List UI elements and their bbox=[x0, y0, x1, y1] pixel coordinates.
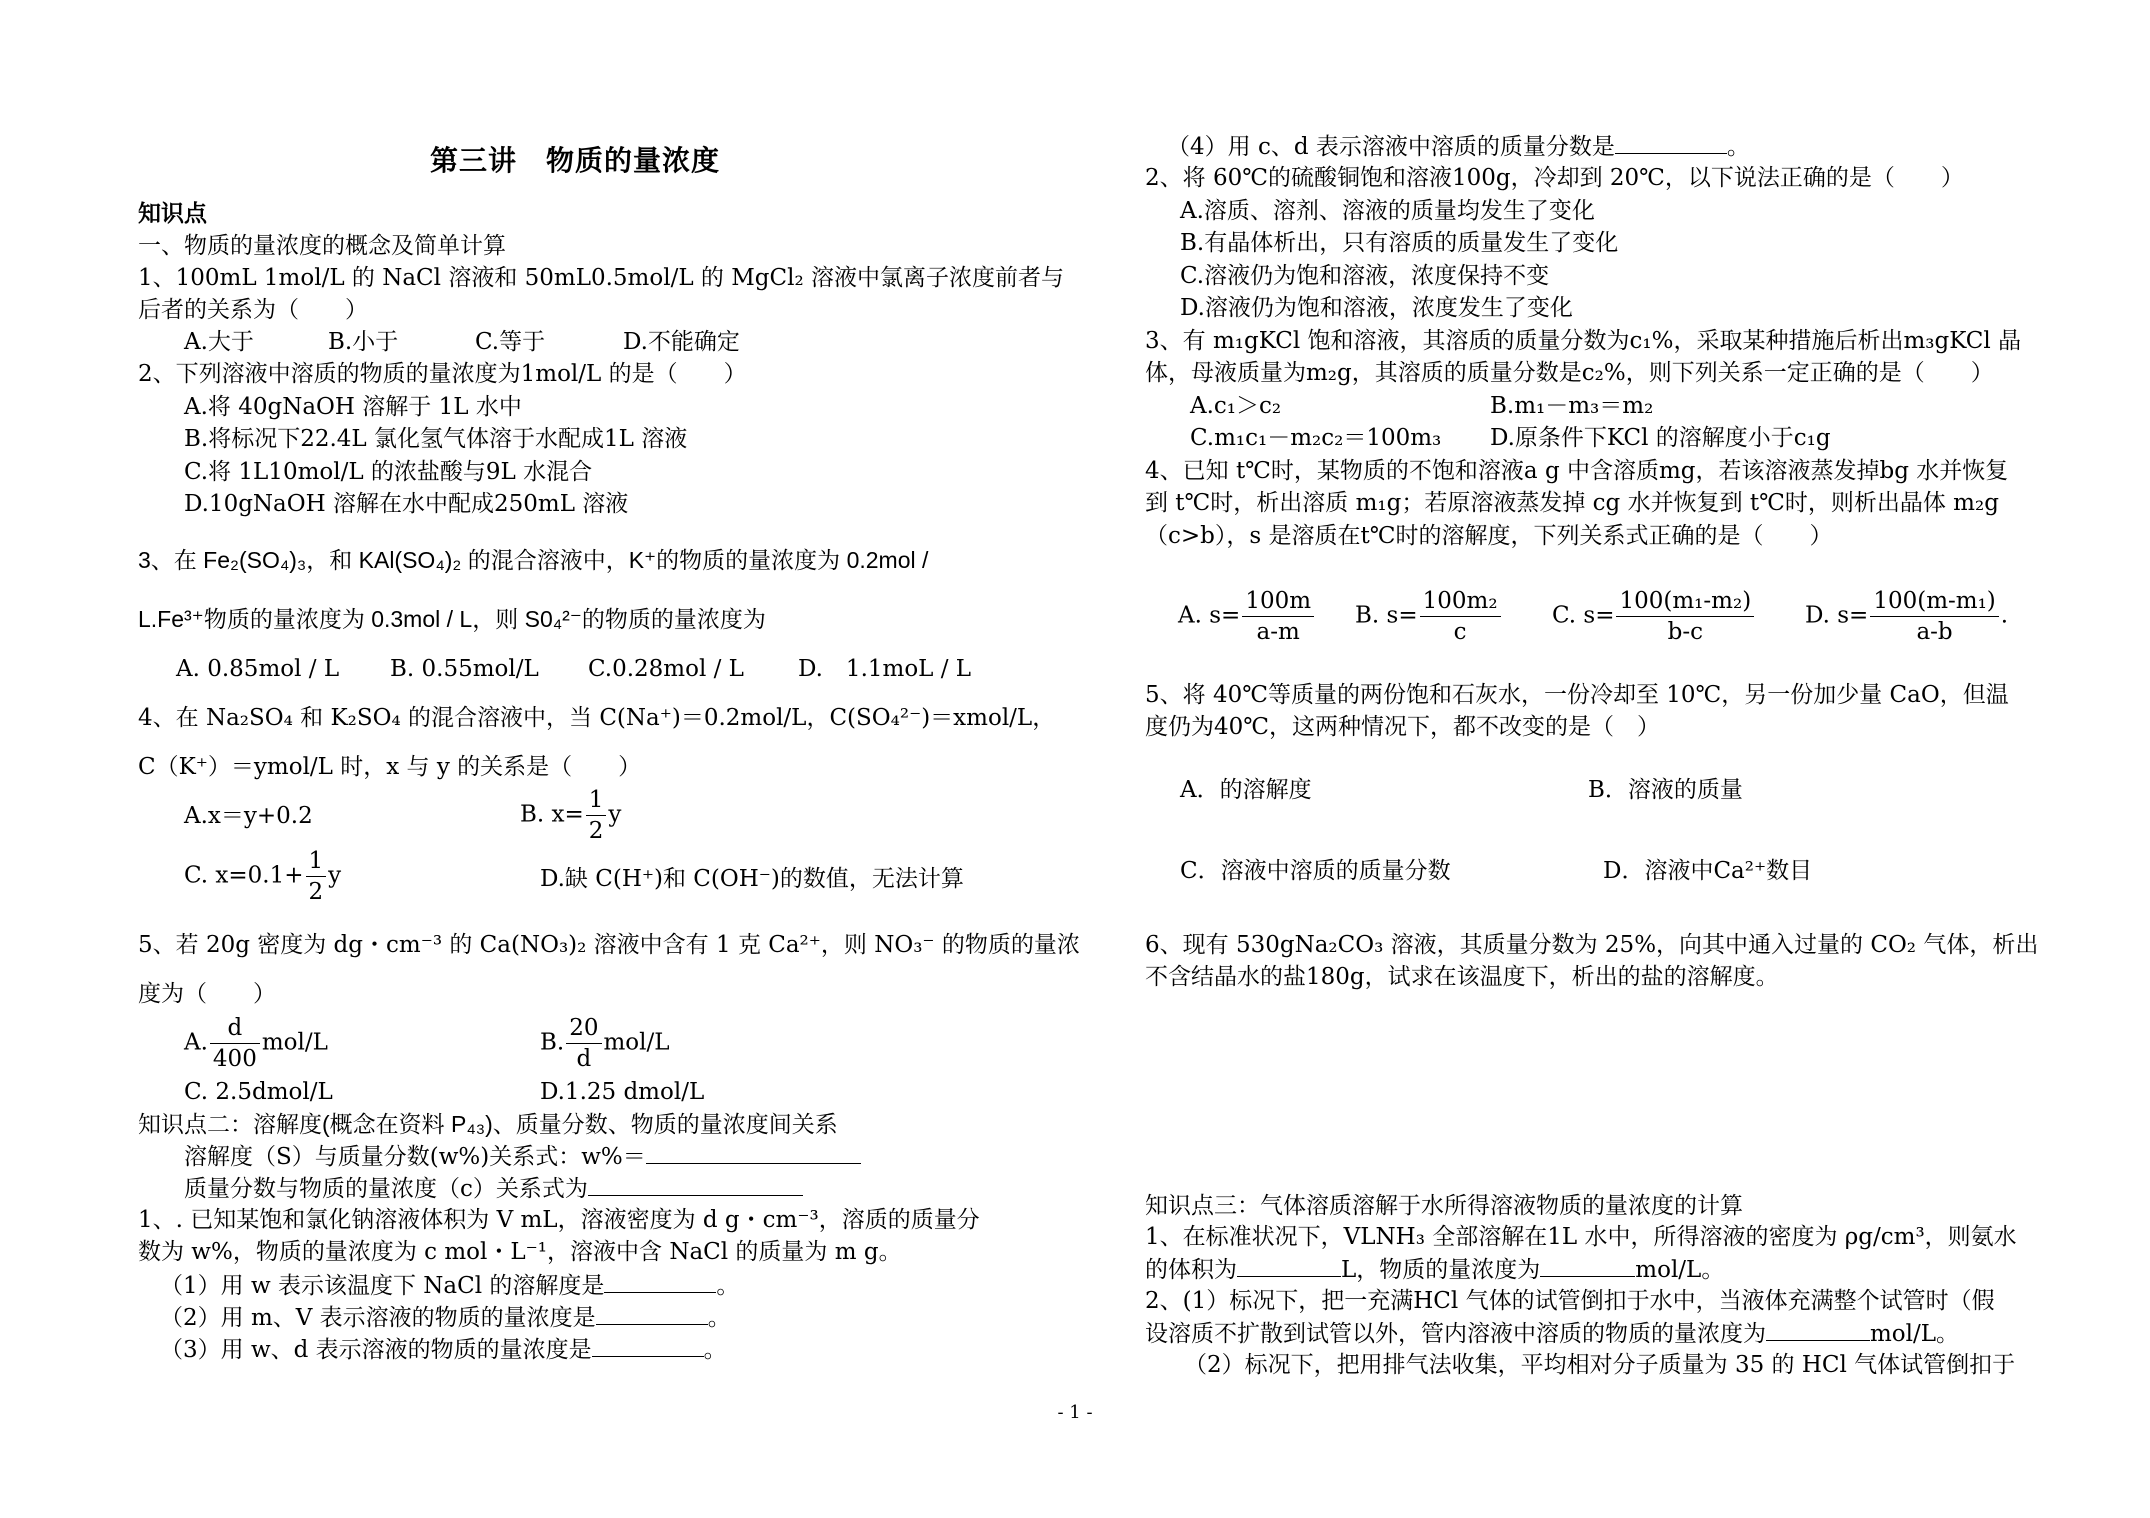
r6-stem-line2: 不含结晶水的盐180g，试求在该温度下，析出的盐的溶解度。 bbox=[1145, 964, 1779, 990]
q3-stem-line1: 3、在 Fe₂(SO₄)₃，和 KAl(SO₄)₂ 的混合溶液中，K⁺的物质的量浓度为 0.2mol / bbox=[138, 547, 929, 573]
q5-option-a: A. $\frac{d}{400}$ mol/L bbox=[184, 1015, 328, 1072]
section-heading-kp2: 知识点二：溶解度(概念在资料 P₄₃)、质量分数、物质的量浓度间关系 bbox=[138, 1111, 838, 1137]
k1-part-2: （2）用 m、V 表示溶液的物质的量浓度是 。 bbox=[160, 1302, 731, 1333]
q1-option-a: A.大于 bbox=[184, 329, 254, 355]
fraction: $\frac{\text{100(m₁-m₂)}}{b-c}$ bbox=[1616, 586, 1754, 647]
fraction: $\frac{1}{2}$ bbox=[586, 785, 607, 846]
answer-blank bbox=[596, 1302, 708, 1325]
g1-stem-line2: 的体积为 L，物质的量浓度为 mol/L。 bbox=[1145, 1254, 1724, 1285]
r6-stem-line1: 6、现有 530gNa₂CO₃ 溶液，其质量分数为 25%，向其中通入过量的 CO₂ 气体，析出 bbox=[1145, 932, 2039, 958]
r5-stem-line2: 度仍为40℃，这两种情况下，都不改变的是（ ） bbox=[1145, 714, 1660, 740]
q1-option-c: C.等于 bbox=[475, 329, 546, 355]
q2-option-c: C.将 1L10mol/L 的浓盐酸与9L 水混合 bbox=[184, 459, 593, 485]
answer-blank bbox=[646, 1141, 861, 1164]
k1-stem-line2: 数为 w%，物质的量浓度为 c mol・L⁻¹，溶液中含 NaCl 的质量为 m g。 bbox=[138, 1239, 902, 1265]
r5-option-d: D．溶液中Ca²⁺数目 bbox=[1603, 858, 1813, 884]
r4-option-b: B. s= $\frac{\text{100m₂}}{c}$ bbox=[1355, 586, 1503, 647]
q1-stem-line2: 后者的关系为（ ） bbox=[138, 297, 368, 323]
q4-option-a: A.x＝y+0.2 bbox=[184, 803, 313, 829]
r3-option-d: D.原条件下KCl 的溶解度小于c₁g bbox=[1490, 425, 1831, 451]
r4-stem-line3: （c>b），s 是溶质在t℃时的溶解度，下列关系式正确的是（ ） bbox=[1145, 523, 1833, 549]
q3-option-c: C.0.28mol / L bbox=[588, 656, 744, 682]
section-heading-kp3: 知识点三：气体溶质溶解于水所得溶液物质的量浓度的计算 bbox=[1145, 1192, 1743, 1218]
page-number: - 1 - bbox=[1057, 1402, 1093, 1423]
r4-stem-line1: 4、已知 t℃时，某物质的不饱和溶液a g 中含溶质mg，若该溶液蒸发掉bg 水并恢复 bbox=[1145, 458, 2009, 484]
r4-stem-line2: 到 t℃时，析出溶质 m₁g；若原溶液蒸发掉 cg 水并恢复到 t℃时，则析出晶体 m₂g bbox=[1145, 490, 1999, 516]
r2-option-d: D.溶液仍为饱和溶液，浓度发生了变化 bbox=[1180, 295, 1573, 321]
k1-part-1: （1）用 w 表示该温度下 NaCl 的溶解度是 。 bbox=[160, 1270, 739, 1301]
r2-stem: 2、将 60℃的硫酸铜饱和溶液100g，冷却到 20℃，以下说法正确的是（ ） bbox=[1145, 165, 1964, 191]
r5-option-b: B．溶液的质量 bbox=[1588, 777, 1743, 803]
q3-stem-line2: L.Fe³⁺物质的量浓度为 0.3mol / L，则 S0₄²⁻的物质的量浓度为 bbox=[138, 606, 766, 632]
fraction: $\frac{20}{d}$ bbox=[566, 1013, 601, 1074]
k1-stem-line1: 1、. 已知某饱和氯化钠溶液体积为 V mL，溶液密度为 d g・cm⁻³，溶质的质量分 bbox=[138, 1207, 980, 1233]
r4-option-d: D. s= $\frac{\text{100(m-m₁)}}{a-b}$ . bbox=[1805, 588, 2009, 645]
q3-option-d: D. 1.1moL / L bbox=[798, 656, 972, 682]
q5-stem-line1: 5、若 20g 密度为 dg・cm⁻³ 的 Ca(NO₃)₂ 溶液中含有 1 克 Ca²⁺，则 NO₃⁻ 的物质的量浓 bbox=[138, 932, 1080, 958]
kp2-relation-2: 质量分数与物质的量浓度（c）关系式为 bbox=[184, 1173, 803, 1204]
r5-option-c: C．溶液中溶质的质量分数 bbox=[1180, 858, 1451, 884]
g2-stem-line1: 2、(1）标况下，把一充满HCl 气体的试管倒扣于水中，当液体充满整个试管时（假 bbox=[1145, 1288, 1995, 1314]
r2-option-c: C.溶液仍为饱和溶液，浓度保持不变 bbox=[1180, 263, 1550, 289]
page-title: 第三讲 物质的量浓度 bbox=[430, 144, 721, 177]
answer-blank bbox=[1540, 1254, 1635, 1277]
k1-part-4: （4）用 c、d 表示溶液中溶质的质量分数是 。 bbox=[1167, 131, 1750, 162]
fraction: $\frac{1}{2}$ bbox=[306, 846, 327, 907]
q2-option-d: D.10gNaOH 溶解在水中配成250mL 溶液 bbox=[184, 491, 629, 517]
answer-blank bbox=[592, 1334, 704, 1357]
section-heading-knowledge: 知识点 bbox=[138, 200, 207, 227]
q4-option-b: B. x= $\frac{1}{2}$ y bbox=[520, 787, 622, 844]
q5-stem-line2: 度为（ ） bbox=[138, 981, 276, 1007]
r5-stem-line1: 5、将 40℃等质量的两份饱和石灰水，一份冷却至 10℃，另一份加少量 CaO，但温 bbox=[1145, 682, 2009, 708]
q3-option-a: A. 0.85mol / L bbox=[176, 656, 340, 682]
q5-option-d: D.1.25 dmol/L bbox=[540, 1079, 705, 1105]
q4-option-c: C. x=0.1+ $\frac{1}{2}$ y bbox=[184, 848, 342, 905]
g2-part-2: （2）标况下，把用排气法收集，平均相对分子质量为 35 的 HCl 气体试管倒扣于 bbox=[1184, 1352, 2016, 1378]
r3-stem-line1: 3、有 m₁gKCl 饱和溶液，其溶质的质量分数为c₁%，采取某种措施后析出m₃gKCl 晶 bbox=[1145, 328, 2022, 354]
q4-option-d: D.缺 C(H⁺)和 C(OH⁻)的数值，无法计算 bbox=[540, 866, 964, 892]
q1-stem-line1: 1、100mL 1mol/L 的 NaCl 溶液和 50mL0.5mol/L 的 MgCl₂ 溶液中氯离子浓度前者与 bbox=[138, 265, 1064, 291]
r3-option-a: A.c₁＞c₂ bbox=[1190, 393, 1282, 419]
answer-blank bbox=[1766, 1318, 1870, 1341]
q2-option-b: B.将标况下22.4L 氯化氢气体溶于水配成1L 溶液 bbox=[184, 426, 688, 452]
r3-option-c: C.m₁c₁－m₂c₂＝100m₃ bbox=[1190, 425, 1442, 451]
r3-option-b: B.m₁－m₃＝m₂ bbox=[1490, 393, 1654, 419]
g2-stem-line2: 设溶质不扩散到试管以外，管内溶液中溶质的物质的量浓度为 mol/L。 bbox=[1145, 1318, 1959, 1349]
fraction: $\frac{100m}{a-m}$ bbox=[1242, 586, 1314, 647]
answer-blank bbox=[1615, 131, 1727, 154]
k1-part-3: （3）用 w、d 表示溶液的物质的量浓度是 。 bbox=[160, 1334, 727, 1365]
r5-option-a: A．的溶解度 bbox=[1180, 777, 1312, 803]
q1-option-d: D.不能确定 bbox=[623, 329, 740, 355]
answer-blank bbox=[1237, 1254, 1341, 1277]
fraction: $\frac{d}{400}$ bbox=[210, 1013, 260, 1074]
q5-option-c: C. 2.5dmol/L bbox=[184, 1079, 333, 1105]
answer-blank bbox=[588, 1173, 803, 1196]
g1-stem-line1: 1、在标准状况下，VLNH₃ 全部溶解在1L 水中，所得溶液的密度为 ρg/cm³，则氨水 bbox=[1145, 1224, 2017, 1250]
q4-stem-line2: C（K⁺）＝ymol/L 时，x 与 y 的关系是（ ） bbox=[138, 754, 642, 780]
fraction: $\frac{\text{100m₂}}{c}$ bbox=[1420, 586, 1501, 647]
section-1-title: 一、物质的量浓度的概念及简单计算 bbox=[138, 233, 506, 259]
r4-option-a: A. s= $\frac{100m}{a-m}$ bbox=[1178, 586, 1316, 647]
r3-stem-line2: 体，母液质量为m₂g，其溶质的质量分数是c₂%，则下列关系一定正确的是（ ） bbox=[1145, 360, 1994, 386]
q2-stem: 2、下列溶液中溶质的物质的量浓度为1mol/L 的是（ ） bbox=[138, 361, 747, 387]
kp2-relation-1: 溶解度（S）与质量分数(w%)关系式：w%＝ bbox=[184, 1141, 861, 1172]
answer-blank bbox=[604, 1270, 716, 1293]
q4-stem-line1: 4、在 Na₂SO₄ 和 K₂SO₄ 的混合溶液中，当 C(Na⁺)＝0.2mol/L，C(SO₄²⁻)＝xmol/L， bbox=[138, 705, 1056, 731]
q2-option-a: A.将 40gNaOH 溶解于 1L 水中 bbox=[184, 394, 522, 420]
q1-option-b: B.小于 bbox=[328, 329, 399, 355]
r2-option-a: A.溶质、溶剂、溶液的质量均发生了变化 bbox=[1180, 198, 1595, 224]
q3-option-b: B. 0.55mol/L bbox=[390, 656, 539, 682]
q5-option-b: B. $\frac{20}{d}$ mol/L bbox=[540, 1015, 670, 1072]
r2-option-b: B.有晶体析出，只有溶质的质量发生了变化 bbox=[1180, 230, 1619, 256]
fraction: $\frac{\text{100(m-m₁)}}{a-b}$ bbox=[1870, 586, 1998, 647]
r4-option-c: C. s= $\frac{\text{100(m₁-m₂)}}{b-c}$ bbox=[1552, 586, 1756, 647]
